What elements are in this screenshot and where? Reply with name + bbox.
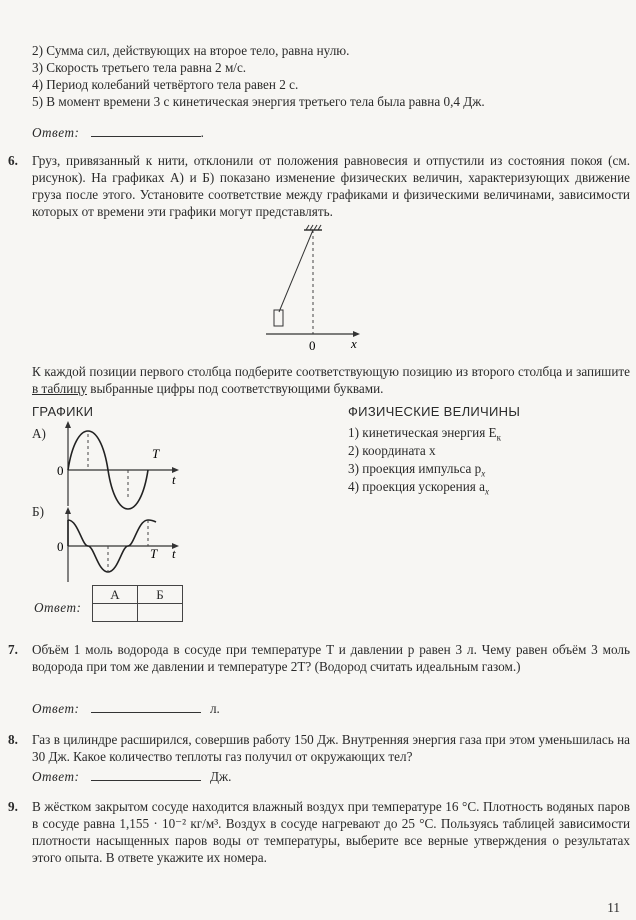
- option-coordinate: [348, 442, 436, 459]
- prev-option-3: 3) Скорость третьего тела равна 2 м/с.: [32, 60, 247, 75]
- values-heading: ФИЗИЧЕСКИЕ ВЕЛИЧИНЫ: [348, 404, 521, 419]
- prev-option-5: 5) В момент времени 3 с кинетическая энергия третьего тела была равна 0,4 Дж.: [32, 94, 485, 109]
- table-header-b: Б: [138, 586, 183, 604]
- fig-x-label: x: [351, 336, 357, 351]
- instruction-table-link: в таблицу: [32, 381, 87, 396]
- table-cell-a[interactable]: [93, 604, 138, 622]
- q9-number: 9.: [8, 799, 18, 814]
- option-4-text: 4) проекция ускорения a: [348, 479, 485, 494]
- q7-answer-line: [32, 700, 220, 717]
- graph-a-label: А): [32, 426, 46, 441]
- graph-a-zero: 0: [57, 463, 64, 478]
- thread: [279, 230, 313, 312]
- graph-b-label: Б): [32, 504, 44, 519]
- q8-answer-label: Ответ:: [32, 769, 80, 784]
- graph-b-T: T: [150, 546, 158, 561]
- table-header-a: А: [93, 586, 138, 604]
- q7-answer-blank[interactable]: [91, 700, 201, 713]
- option-1-text: 1) кинетическая энергия E: [348, 425, 497, 440]
- graph-b-t: t: [172, 546, 176, 561]
- option-acceleration: [348, 478, 489, 501]
- prev-option-2: 2) Сумма сил, действующих на второе тело, равна нулю.: [32, 43, 350, 58]
- q6-text: Груз, привязанный к нити, отклонили от положения равновесия и отпустили из состояния покоя (см. рисунок). На графиках А) и Б) показано изменение физических величин, характеризующих движение груза после этого. Установите соответствие между графиками и физическими величинами, зависимости которых от времени эти графики могут представлять.: [32, 153, 630, 219]
- q9-text: В жёстком закрытом сосуде находится влажный воздух при температуре 16 °С. Плотность водяных паров в сосуде равна 1,155 · 10⁻² кг/м³. Воздух в сосуде нагревают до 25 °С. Пользуясь таблицей зависимости плотности насыщенных паров воды от температуры, выберите все верные утверждения о результатах этого опыта. В ответе укажите их номера.: [32, 799, 630, 865]
- option-3-sub: x: [481, 468, 486, 479]
- q7-unit: л.: [209, 701, 220, 716]
- q8-answer-blank[interactable]: [91, 768, 201, 781]
- q8-answer-line: [32, 768, 231, 785]
- table-cell-b[interactable]: [138, 604, 183, 622]
- graph-a-y-arrow: [65, 421, 71, 428]
- q7-answer-label: Ответ:: [32, 701, 80, 716]
- fig-zero-label: 0: [309, 338, 316, 353]
- graph-a-t: t: [172, 472, 176, 487]
- q7-text: Объём 1 моль водорода в сосуде при температуре T и давлении p равен 3 л. Чему равен объём 3 моль водорода при том же давлении и температуре 2T? (Водород считать идеальным газом.): [32, 642, 630, 674]
- graph-b-zero: 0: [57, 539, 64, 554]
- q6-instruction: [32, 363, 630, 397]
- graph-a-T: T: [152, 446, 160, 461]
- q6-answer-label: Ответ:: [34, 600, 82, 615]
- weight-block: [274, 310, 283, 326]
- prev-option-4: 4) Период колебаний четвёртого тела равен 2 с.: [32, 77, 299, 92]
- graph-b: [52, 506, 187, 586]
- option-1-sub: к: [496, 432, 501, 443]
- instruction-part2: выбранные цифры под соответствующими буквами.: [86, 381, 384, 396]
- instruction-part1: К каждой позиции первого столбца подберите соответствующую позицию из второго столбца и запишите: [32, 364, 630, 379]
- answer-label: Ответ:: [32, 125, 80, 140]
- ceiling-hatch: [304, 225, 322, 230]
- q7-number: 7.: [8, 642, 18, 657]
- prev-answer-line: Ответ: .: [32, 125, 204, 140]
- graph-b-y-arrow: [65, 507, 71, 514]
- q6-number: 6.: [8, 153, 18, 168]
- page-number: 11: [607, 900, 620, 915]
- q6-answer-table: [92, 585, 183, 622]
- graph-a: [52, 420, 187, 510]
- q8-text: Газ в цилиндре расширился, совершив работу 150 Дж. Внутренняя энергия газа при этом уменьшилась на 30 Дж. Какое количество теплоты газ получил от окружающих тел?: [32, 732, 630, 764]
- pendulum-figure: [262, 222, 372, 357]
- q8-unit: Дж.: [209, 769, 232, 784]
- graphs-heading: ГРАФИКИ: [32, 404, 94, 419]
- option-3-text: 3) проекция импульса p: [348, 461, 482, 476]
- q8-number: 8.: [8, 732, 18, 747]
- option-2-text: 2) координата x: [348, 443, 436, 458]
- answer-blank[interactable]: [91, 124, 201, 137]
- option-4-sub: x: [484, 486, 489, 497]
